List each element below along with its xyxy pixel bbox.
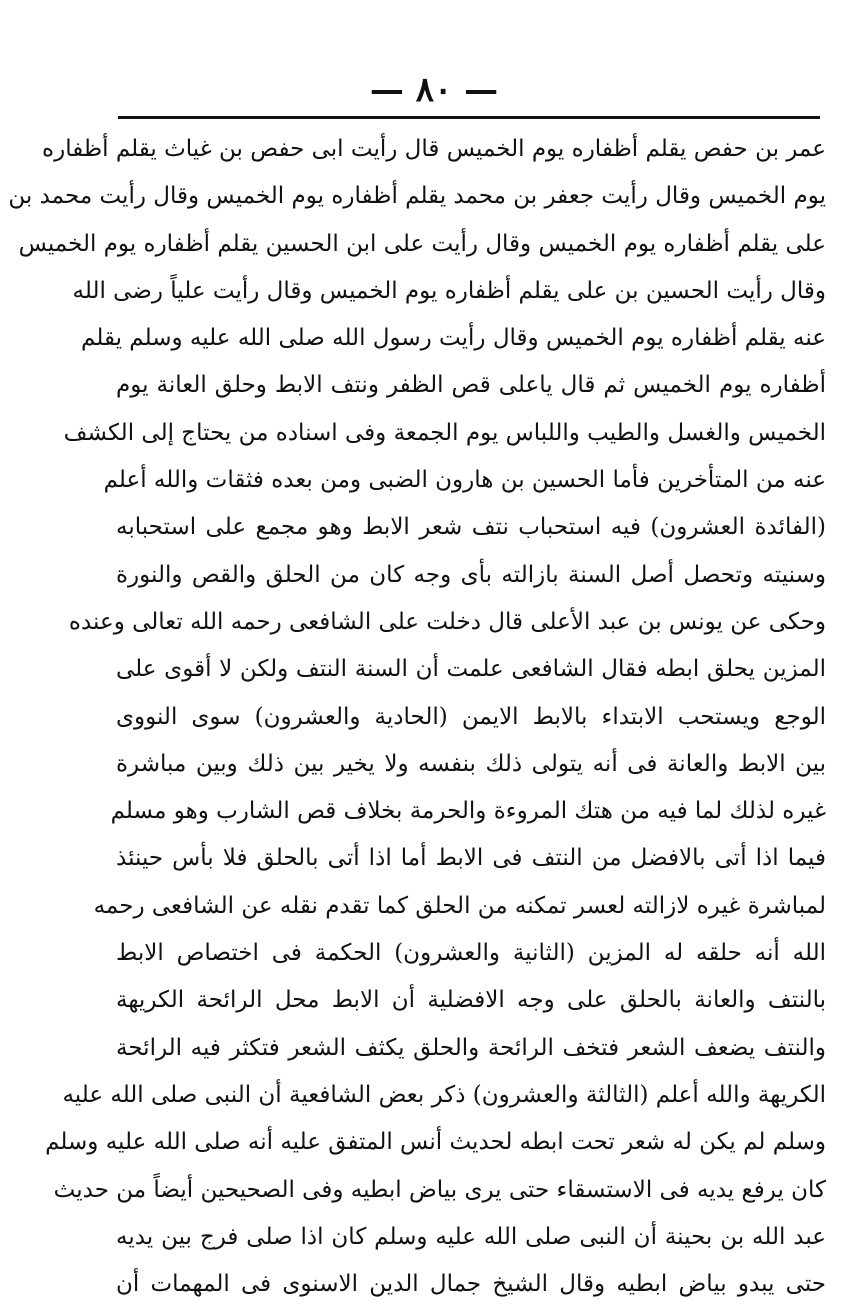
page-body	[8, 126, 826, 1308]
text-line: وقال رأيت الحسين بن على يقلم أظفاره يوم الخميس وقال رأيت علياً رضى الله	[72, 277, 826, 304]
text-line: الوجع ويستحب الابتداء بالابط الايمن (الحادية والعشرون) سوى النووى	[116, 703, 826, 730]
text-line: يوم الخميس وقال رأيت جعفر بن محمد يقلم أظفاره يوم الخميس وقال رأيت محمد بن	[8, 183, 826, 210]
text-line: وسنيته وتحصل أصل السنة بازالته بأى وجه كان من الحلق والقص والنورة	[116, 561, 826, 588]
text-line: لمباشرة غيره لازالته لعسر تمكنه من الحلق كما تقدم نقله عن الشافعى رحمه	[93, 892, 826, 919]
text-line: عنه يقلم أظفاره يوم الخميس وقال رأيت رسول الله صلى الله عليه وسلم يقلم	[81, 325, 826, 352]
text-line: الكريهة والله أعلم (الثالثة والعشرون) ذكر بعض الشافعية أن النبى صلى الله عليه	[62, 1081, 826, 1108]
text-line: بين الابط والعانة فى أنه يتولى ذلك بنفسه ولا يخير بين ذلك وبين مباشرة	[116, 750, 826, 777]
text-line: كان يرفع يديه فى الاستسقاء حتى يرى بياض ابطيه وفى الصحيحين أيضاً من حديث	[53, 1176, 826, 1203]
page-number: — ٨٠ —	[369, 70, 499, 110]
text-line: وحكى عن يونس بن عبد الأعلى قال دخلت على الشافعى رحمه الله تعالى وعنده	[68, 608, 826, 635]
header-rule	[118, 116, 820, 119]
text-line: غيره لذلك لما فيه من هتك المروءة والحرمة بخلاف قص الشارب وهو مسلم	[110, 798, 826, 825]
text-line: المزين يحلق ابطه فقال الشافعى علمت أن السنة النتف ولكن لا أقوى على	[116, 656, 826, 683]
text-line: عنه من المتأخرين فأما الحسين بن هارون الضبى ومن بعده فثقات والله أعلم	[103, 467, 826, 494]
text-line: الخميس والغسل والطيب واللباس يوم الجمعة وفى اسناده من يحتاج إلى الكشف	[63, 419, 826, 446]
text-line: وسلم لم يكن له شعر تحت ابطه لحديث أنس المتفق عليه أنه صلى الله عليه وسلم	[45, 1129, 826, 1156]
text-line: (الفائدة العشرون) فيه استحباب نتف شعر الابط وهو مجمع على استحبابه	[116, 514, 826, 541]
text-line: الله أنه حلقه له المزين (الثانية والعشرون) الحكمة فى اختصاص الابط	[116, 940, 826, 967]
text-line: عبد الله بن بحينة أن النبى صلى الله عليه وسلم كان اذا صلى فرج بين يديه	[116, 1223, 826, 1250]
text-line: حتى يبدو بياض ابطيه وقال الشيخ جمال الدين الاسنوى فى المهمات أن	[116, 1271, 826, 1298]
text-line: على يقلم أظفاره يوم الخميس وقال رأيت على ابن الحسين يقلم أظفاره يوم الخميس	[18, 230, 826, 257]
text-line: أظفاره يوم الخميس ثم قال ياعلى قص الظفر ونتف الابط وحلق العانة يوم	[116, 372, 826, 399]
text-line: عمر بن حفص يقلم أظفاره يوم الخميس قال رأيت ابى حفص بن غياث يقلم أظفاره	[42, 136, 826, 162]
text-line: بالنتف والعانة بالحلق على وجه الافضلية أن الابط محل الرائحة الكريهة	[116, 987, 826, 1014]
text-line: فيما اذا أتى بالافضل من النتف فى الابط أما اذا أتى بالحلق فلا بأس حينئذ	[116, 845, 826, 872]
text-line: والنتف يضعف الشعر فتخف الرائحة والحلق يكثف الشعر فتكثر فيه الرائحة	[116, 1034, 826, 1061]
